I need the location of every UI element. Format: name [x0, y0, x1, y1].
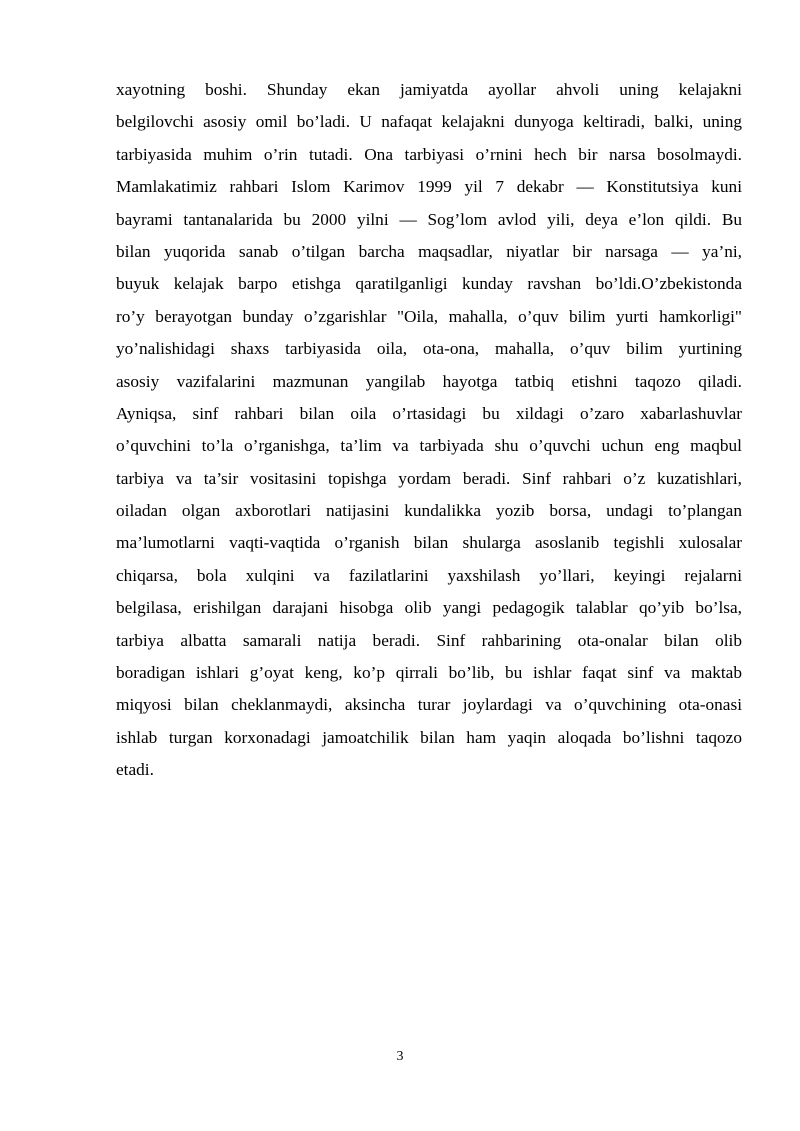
text-line: oiladan olgan axborotlari natijasini kundalikka yozib borsa, undagi to’plangan	[116, 501, 742, 521]
text-line: Ayniqsa, sinf rahbari bilan oila o’rtasidagi bu xildagi o’zaro xabarlashuvlar	[116, 403, 742, 423]
text-line: miqyosi bilan cheklanmaydi, aksincha turar joylardagi va o’quvchining ota-onasi	[116, 695, 742, 715]
text-line: xayotning boshi. Shunday ekan jamiyatda ayollar ahvoli uning kelajakni	[116, 80, 742, 99]
text-line: buyuk kelajak barpo etishga qaratilganligi kunday ravshan bo’ldi.O’zbekistonda	[116, 274, 742, 294]
text-line: tarbiya albatta samarali natija beradi. Sinf rahbarining ota-onalar bilan olib	[116, 630, 742, 650]
text-line: o’quvchini to’la o’rganishga, ta’lim va tarbiyada shu o’quvchi uchun eng maqbul	[116, 436, 742, 456]
text-line: chiqarsa, bola xulqini va fazilatlarini yaxshilash yo’llari, keyingi rejalarni	[116, 565, 742, 585]
text-line: boradigan ishlari g’oyat keng, ko’p qirrali bo’lib, bu ishlar faqat sinf va maktab	[116, 663, 742, 683]
text-line: tarbiyasida muhim o’rin tutadi. Ona tarbiyasi o’rnini hech bir narsa bosolmaydi.	[116, 144, 742, 164]
text-line: asosiy vazifalarini mazmunan yangilab hayotga tatbiq etishni taqozo qiladi.	[116, 371, 742, 391]
text-line: tarbiya va ta’sir vositasini topishga yordam beradi. Sinf rahbari o’z kuzatishlari,	[116, 468, 742, 488]
text-line: belgilovchi asosiy omil bo’ladi. U nafaqat kelajakni dunyoga keltiradi, balki, uning	[116, 112, 742, 132]
page-number: 3	[396, 1049, 404, 1064]
text-line: yo’nalishidagi shaxs tarbiyasida oila, ota-ona, mahalla, o’quv bilim yurtining	[116, 339, 742, 359]
text-line: ro’y berayotgan bunday o’zgarishlar "Oila, mahalla, o’quv bilim yurti hamkorligi"	[116, 306, 742, 326]
text-line: Mamlakatimiz rahbari Islom Karimov 1999 yil 7 dekabr — Konstitutsiya kuni	[116, 177, 742, 197]
text-line: bilan yuqorida sanab o’tilgan barcha maqsadlar, niyatlar bir narsaga — ya’ni,	[116, 241, 742, 261]
text-line: ma’lumotlarni vaqti-vaqtida o’rganish bilan shularga asoslanib tegishli xulosalar	[116, 533, 742, 553]
text-line: belgilasa, erishilgan darajani hisobga olib yangi pedagogik talablar qo’yib bo’lsa,	[116, 598, 742, 618]
text-line: bayrami tantanalarida bu 2000 yilni — Sog’lom avlod yili, deya e’lon qildi. Bu	[116, 209, 742, 229]
text-line: etadi.	[116, 760, 154, 780]
text-line: ishlab turgan korxonadagi jamoatchilik bilan ham yaqin aloqada bo’lishni taqozo	[116, 727, 742, 747]
body-paragraph	[116, 74, 742, 787]
